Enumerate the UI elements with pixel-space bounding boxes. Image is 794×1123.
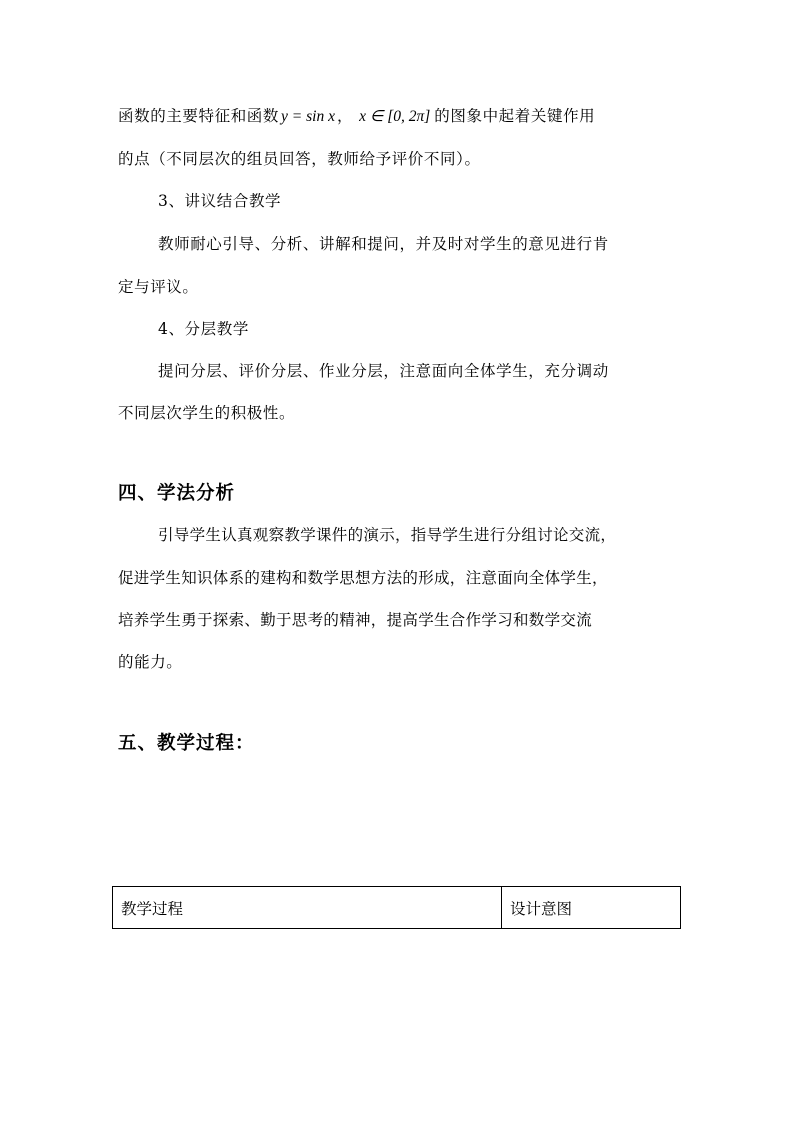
paragraph-line: 引导学生认真观察教学课件的演示，指导学生进行分组讨论交流， [158, 526, 617, 544]
table-header-cell: 设计意图 [502, 887, 681, 929]
paragraph-line: 的能力。 [118, 653, 183, 671]
table-row [113, 887, 681, 929]
formula-domain: x ∈ [0, 2π] [359, 108, 431, 125]
item-heading: 4、分层教学 [158, 320, 249, 338]
section-heading: 五、教学过程： [118, 733, 255, 754]
paragraph-line: 培养学生勇于探索、勤于思考的精神，提高学生合作学习和数学交流 [118, 611, 593, 629]
text-segment: ， [336, 107, 354, 125]
paragraph-line: 提问分层、评价分层、作业分层，注意面向全体学生，充分调动 [158, 362, 609, 380]
table-header-cell: 教学过程 [113, 887, 502, 929]
paragraph-line: 促进学生知识体系的建构和数学思想方法的形成，注意面向全体学生， [118, 569, 608, 587]
paragraph-line: 教师耐心引导、分析、讲解和提问，并及时对学生的意见进行肯 [158, 235, 609, 253]
text-segment: 函数的主要特征和函数 [118, 107, 280, 125]
paragraph-line: 不同层次学生的积极性。 [118, 404, 296, 422]
paragraph-line: 的点（不同层次的组员回答，教师给予评价不同）。 [118, 150, 481, 168]
section-heading: 四、学法分析 [118, 483, 236, 504]
paragraph-line [118, 106, 688, 127]
paragraph-line: 定与评议。 [118, 278, 199, 296]
text-segment: 的图象中起着关键作用 [434, 107, 596, 125]
formula-sine: y = sin x [281, 108, 335, 125]
item-heading: 3、讲议结合教学 [158, 192, 282, 210]
process-table [112, 886, 681, 929]
